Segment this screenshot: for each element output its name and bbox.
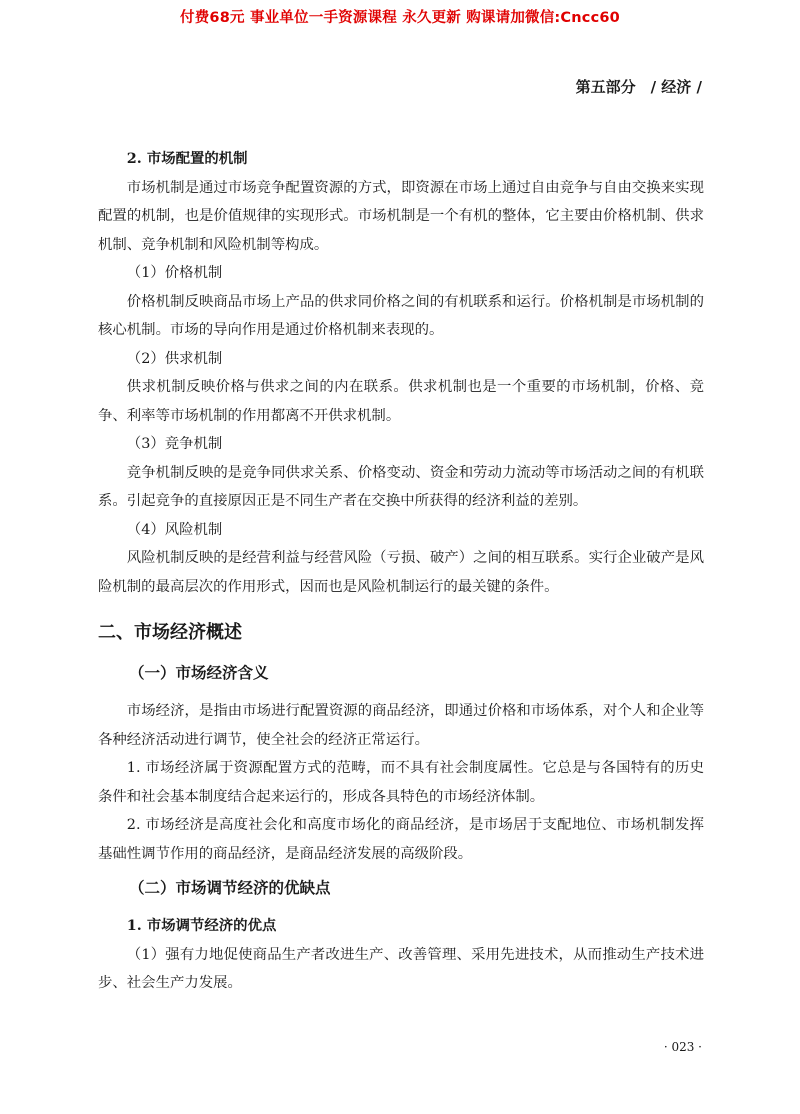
heading-risk-mechanism: （4）风险机制: [126, 521, 223, 538]
paragraph-price-mechanism: 价格机制反映商品市场上产品的供求同价格之间的有机联系和运行。价格机制是市场机制的核心机制。市场的导向作用是通过价格机制来表现的。: [98, 293, 704, 338]
paragraph-supply-mechanism: 供求机制反映价格与供求之间的内在联系。供求机制也是一个重要的市场机制，价格、竞争、利率等市场机制的作用都离不开供求机制。: [98, 379, 704, 424]
section-heading-market-economy: 二、市场经济概述: [98, 622, 242, 643]
paragraph-definition: 市场经济，是指由市场进行配置资源的商品经济，即通过价格和市场体系，对个人和企业等各种经济活动进行调节，使全社会的经济正常运行。: [98, 703, 704, 748]
paragraph-competition-mechanism: 竞争机制反映的是竞争同供求关系、价格变动、资金和劳动力流动等市场活动之间的有机联系。引起竞争的直接原因正是不同生产者在交换中所获得的经济利益的差别。: [98, 464, 704, 509]
paragraph-point-1: 1. 市场经济属于资源配置方式的范畴，而不具有社会制度属性。它总是与各国特有的历史条件和社会基本制度结合起来运行的，形成各具特色的市场经济体制。: [98, 760, 704, 805]
paragraph-advantage-1: （1）强有力地促使商品生产者改进生产、改善管理、采用先进技术，从而推动生产技术进步、社会生产力发展。: [98, 946, 704, 991]
subsection-heading-definition: （一）市场经济含义: [129, 664, 269, 682]
heading-advantages: 1. 市场调节经济的优点: [126, 917, 277, 934]
heading-competition-mechanism: （3）竞争机制: [126, 436, 223, 452]
page-content: [98, 145, 704, 998]
heading-supply-mechanism: （2）供求机制: [126, 350, 223, 367]
watermark-banner: 付费68元 事业单位一手资源课程 永久更新 购课请加微信:Cncc60: [180, 10, 620, 26]
paragraph-point-2: 2. 市场经济是高度社会化和高度市场化的商品经济，是市场居于支配地位、市场机制发挥基础性调节作用的商品经济，是商品经济发展的高级阶段。: [98, 817, 704, 862]
page-number: · 023 ·: [663, 1040, 702, 1054]
paragraph-risk-mechanism: 风险机制反映的是经营利益与经营风险（亏损、破产）之间的相互联系。实行企业破产是风险机制的最高层次的作用形式，因而也是风险机制运行的最关键的条件。: [98, 550, 704, 595]
subsection-heading-pros-cons: （二）市场调节经济的优缺点: [129, 879, 331, 897]
paragraph-market-mechanism: 市场机制是通过市场竞争配置资源的方式，即资源在市场上通过自由竞争与自由交换来实现配置的机制，也是价值规律的实现形式。市场机制是一个有机的整体，它主要由价格机制、供求机制、竞争机制和风险机制等构成。: [98, 179, 704, 253]
heading-market-mechanism: 2. 市场配置的机制: [126, 150, 248, 167]
heading-price-mechanism: （1）价格机制: [126, 265, 223, 281]
running-header: 第五部分 / 经济 /: [575, 78, 702, 96]
